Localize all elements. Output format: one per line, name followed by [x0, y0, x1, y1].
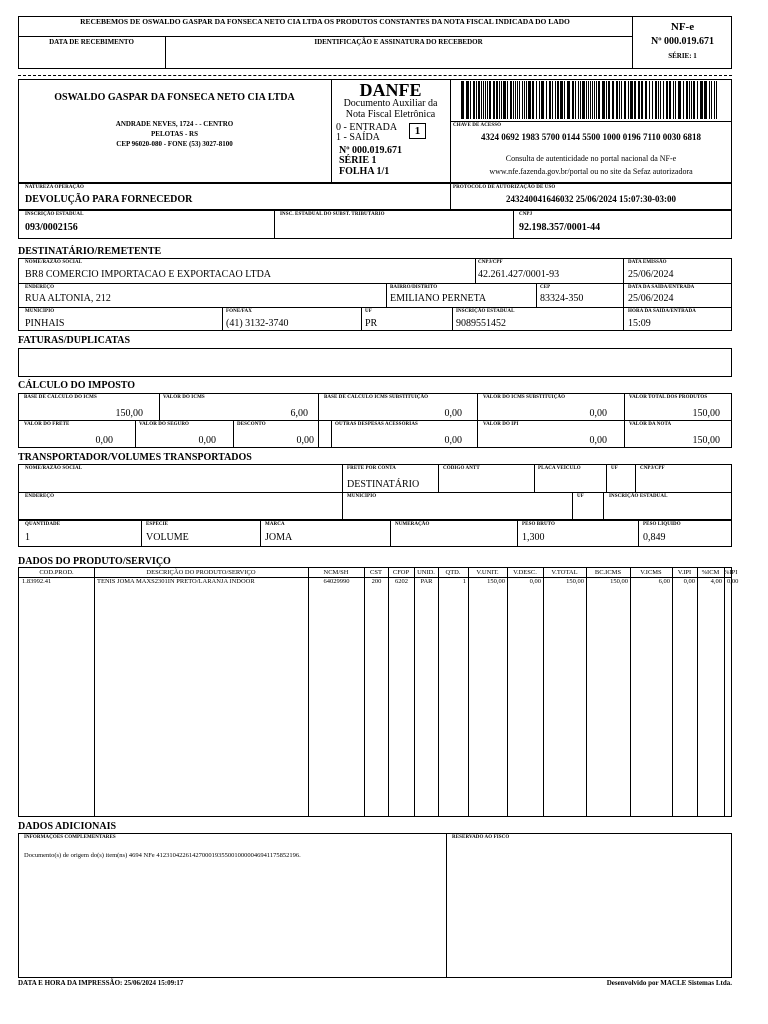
dest-emissao-label: DATA EMISSÃO	[628, 260, 667, 265]
dest-ie-label: INSCRIÇÃO ESTADUAL	[456, 309, 515, 314]
table-cell: 4,00	[710, 578, 722, 585]
barcode-bar	[700, 81, 703, 119]
barcode-bar	[513, 81, 514, 119]
natureza-label: NATUREZA OPERAÇÃO	[25, 185, 84, 190]
adicionais-section-title: DADOS ADICIONAIS	[18, 821, 117, 832]
barcode-bar	[592, 81, 593, 119]
barcode-bar	[546, 81, 547, 119]
transp-cnpj-label: CNPJ/CPF	[640, 466, 665, 471]
barcode-bar	[487, 81, 488, 119]
barcode-bar	[564, 81, 565, 119]
barcode-bar	[575, 81, 576, 119]
canhoto-serie: SÉRIE: 1	[668, 52, 697, 60]
transp-ie-label: INSCRIÇÃO ESTADUAL	[609, 494, 668, 499]
barcode-bar	[716, 81, 717, 119]
barcode-bar	[493, 81, 495, 119]
barcode-bar	[580, 81, 581, 119]
canhoto-numero: Nº 000.019.671	[650, 36, 715, 47]
barcode-bar	[519, 81, 520, 119]
barcode-bar	[686, 81, 688, 119]
dest-bairro-label: BAIRRO/DISTRITO	[390, 285, 438, 290]
impressao-timestamp: DATA E HORA DA IMPRESSÃO: 25/06/2024 15:09:17	[18, 979, 184, 987]
bc-icms: 150,00	[115, 408, 143, 419]
transp-uf-label: UF	[611, 466, 618, 471]
table-cell: 200	[371, 578, 382, 585]
products-column-divider	[468, 568, 469, 816]
table-cell: 150,00	[566, 578, 584, 585]
barcode-bar	[485, 81, 486, 119]
dest-uf-label: UF	[365, 309, 372, 314]
dest-fone: (41) 3132-3740	[226, 318, 289, 329]
barcode-bar	[526, 81, 527, 119]
products-column-divider	[414, 568, 415, 816]
dest-nome-label: NOME/RAZÃO SOCIAL	[25, 260, 83, 265]
emitente-cep-fone: CEP 96020-080 - FONE (53) 3027-8100	[116, 140, 233, 148]
canhoto-nfe-label: NF-e	[670, 21, 695, 33]
qtd: 1	[25, 532, 30, 543]
barcode-bar	[612, 81, 614, 119]
dest-cnpj: 42.261.427/0001-93	[478, 269, 560, 280]
consulta-line-1: Consulta de autenticidade no portal nacional da NF-e	[505, 154, 677, 163]
data-recebimento-label: DATA DE RECEBIMENTO	[49, 38, 134, 46]
qtd-label: QUANTIDADE	[25, 522, 61, 527]
transp-municipio-label: MUNICÍPIO	[347, 494, 377, 499]
barcode-bar	[522, 81, 523, 119]
barcode-bar	[704, 81, 707, 119]
products-header-cell: %ICM	[701, 569, 720, 576]
barcode-bar	[496, 81, 498, 119]
barcode-bar	[628, 81, 629, 119]
barcode-bar	[586, 81, 587, 119]
barcode-bar	[549, 81, 551, 119]
barcode-bar	[616, 81, 618, 119]
chave-value: 4324 0692 1983 5700 0144 5500 1000 0196 7110 0030 6818	[480, 132, 701, 142]
dest-cep-label: CEP	[540, 285, 551, 290]
barcode-bar	[552, 81, 553, 119]
table-cell: 0,00	[727, 578, 739, 585]
products-header-cell: CST	[370, 569, 382, 576]
barcode-bar	[641, 81, 643, 119]
products-column-divider	[94, 568, 95, 816]
cut-line	[18, 75, 732, 76]
barcode-bar	[714, 81, 715, 119]
barcode-bar	[602, 81, 605, 119]
barcode-bar	[663, 81, 664, 119]
bc-st-label: BASE DE CÁLCULO ICMS SUBSTITUIÇÃO	[324, 395, 429, 400]
chave-label: CHAVE DE ACESSO	[453, 123, 502, 128]
products-column-divider	[388, 568, 389, 816]
products-column-divider	[672, 568, 673, 816]
products-column-divider	[507, 568, 508, 816]
barcode-bar	[483, 81, 484, 119]
info-text: Documento(s) de origem do(s) item(ns) 4694 NFe 41231042261427000193550010000046941175852196.	[24, 852, 301, 859]
ie-st-label: INSC. ESTADUAL DO SUBST. TRIBUTÁRIO	[280, 212, 385, 217]
barcode-bar	[596, 81, 597, 119]
v-icms-label: VALOR DO ICMS	[163, 395, 205, 400]
table-cell: 1.83992.41	[22, 578, 52, 585]
barcode-bar	[621, 81, 622, 119]
barcode-bar	[693, 81, 695, 119]
transportador-section-title: TRANSPORTADOR/VOLUMES TRANSPORTADOS	[18, 452, 252, 463]
barcode-bar	[658, 81, 659, 119]
barcode-bar	[697, 81, 698, 119]
emitente-cidade: PELOTAS - RS	[151, 130, 198, 138]
barcode-bar	[515, 81, 516, 119]
products-header-cell: V.ICMS	[640, 569, 662, 576]
barcode	[461, 81, 721, 119]
dest-uf: PR	[365, 318, 378, 329]
desconto: 0,00	[296, 435, 314, 446]
barcode-bar	[606, 81, 607, 119]
products-header-cell: V.IPI	[677, 569, 692, 576]
dest-emissao: 25/06/2024	[628, 269, 674, 280]
barcode-bar	[478, 81, 480, 119]
barcode-bar	[619, 81, 620, 119]
transp-endereco-label: ENDEREÇO	[25, 494, 55, 499]
danfe-subtitle-1: Documento Auxiliar da	[343, 98, 438, 109]
barcode-bar	[624, 81, 626, 119]
barcode-bar	[517, 81, 518, 119]
peso-bruto-label: PESO BRUTO	[522, 522, 555, 527]
products-header-cell: NCM/SH	[323, 569, 349, 576]
barcode-bar	[709, 81, 710, 119]
products-column-divider	[586, 568, 587, 816]
table-cell: 0,00	[683, 578, 695, 585]
peso-liquido-label: PESO LÍQUIDO	[643, 522, 681, 527]
barcode-bar	[503, 81, 506, 119]
dest-municipio-label: MUNICÍPIO	[25, 309, 55, 314]
barcode-bar	[638, 81, 640, 119]
seguro: 0,00	[198, 435, 216, 446]
transp-uf2-label: UF	[577, 494, 584, 499]
barcode-bar	[675, 81, 676, 119]
products-header-cell: QTD.	[445, 569, 461, 576]
products-header-cell: V.DESC.	[513, 569, 537, 576]
dest-hora: 15:09	[628, 318, 651, 329]
especie-label: ESPÉCIE	[146, 522, 169, 527]
barcode-bar	[673, 81, 674, 119]
natureza-value: DEVOLUÇÃO PARA FORNECEDOR	[25, 194, 193, 205]
barcode-bar	[634, 81, 636, 119]
barcode-bar	[489, 81, 491, 119]
marca-label: MARCA	[265, 522, 285, 527]
barcode-bar	[649, 81, 650, 119]
faturas-box	[18, 348, 732, 377]
barcode-bar	[466, 81, 469, 119]
products-header-cell: V.UNIT.	[476, 569, 499, 576]
v-icms: 6,00	[290, 408, 308, 419]
desenvolvido-por: Desenvolvido por MACLE Sistemas Ltda.	[606, 979, 732, 987]
nota-label: VALOR DA NOTA	[629, 422, 672, 427]
destinatario-section-title: DESTINATÁRIO/REMETENTE	[18, 246, 162, 257]
table-cell: PAR	[420, 578, 433, 585]
barcode-bar	[541, 81, 544, 119]
barcode-bar	[560, 81, 563, 119]
products-header-cell: V.TOTAL	[551, 569, 578, 576]
volumes-box	[18, 520, 732, 547]
seguro-label: VALOR DO SEGURO	[139, 422, 190, 427]
cnpj-label: CNPJ	[519, 212, 533, 217]
barcode-bar	[557, 81, 559, 119]
protocolo-value: 243240041646032 25/06/2024 15:07:30-03:00	[506, 194, 676, 204]
products-header-cell: COD.PROD.	[39, 569, 74, 576]
barcode-bar	[645, 81, 647, 119]
transp-frete: DESTINATÁRIO	[347, 479, 420, 490]
emitente-nome: OSWALDO GASPAR DA FONSECA NETO CIA LTDA	[54, 92, 295, 103]
barcode-bar	[678, 81, 681, 119]
dest-municipio: PINHAIS	[25, 318, 65, 329]
numeracao-label: NUMERAÇÃO	[395, 522, 430, 527]
barcode-bar	[590, 81, 591, 119]
products-column-divider	[543, 568, 544, 816]
emitente-endereco: ANDRADE NEVES, 1724 - - CENTRO	[115, 120, 234, 128]
barcode-bar	[536, 81, 537, 119]
canhoto-receipt-text: RECEBEMOS DE OSWALDO GASPAR DA FONSECA NETO CIA LTDA OS PRODUTOS CONSTANTES DA NOTA FISCAL INDICADA DO LADO	[80, 17, 570, 26]
table-cell: TENIS JOMA MAXS2301IN PRETO/LARANJA INDOOR	[97, 578, 255, 585]
barcode-bar	[481, 81, 482, 119]
barcode-bar	[630, 81, 633, 119]
barcode-bar	[470, 81, 471, 119]
faturas-section-title: FATURAS/DUPLICATAS	[18, 335, 131, 346]
imposto-section-title: CÁLCULO DO IMPOSTO	[18, 380, 136, 391]
barcode-bar	[711, 81, 712, 119]
ie-label: INSCRIÇÃO ESTADUAL	[25, 212, 84, 217]
table-cell: 1	[462, 578, 466, 585]
dest-bairro: EMILIANO PERNETA	[390, 293, 487, 304]
barcode-bar	[473, 81, 475, 119]
barcode-bar	[691, 81, 692, 119]
v-prod: 150,00	[692, 408, 720, 419]
transp-antt-label: CÓDIGO ANTT	[443, 466, 480, 471]
danfe-folha: FOLHA 1/1	[339, 166, 390, 177]
outras: 0,00	[444, 435, 462, 446]
products-table	[18, 567, 739, 817]
marca: JOMA	[265, 532, 293, 543]
barcode-bar	[555, 81, 556, 119]
barcode-bar	[578, 81, 579, 119]
dest-saida: 25/06/2024	[628, 293, 674, 304]
products-column-divider	[697, 568, 698, 816]
table-cell: 0,00	[529, 578, 541, 585]
barcode-bar	[539, 81, 540, 119]
v-prod-label: VALOR TOTAL DOS PRODUTOS	[629, 395, 708, 400]
danfe-title: DANFE	[359, 80, 422, 100]
barcode-bar	[567, 81, 570, 119]
barcode-bar	[476, 81, 477, 119]
produtos-section-title: DADOS DO PRODUTO/SERVIÇO	[18, 556, 171, 567]
table-cell: 6,00	[658, 578, 670, 585]
dest-cnpj-label: CNPJ/CPF	[478, 260, 503, 265]
products-header-cell: CFOP	[392, 569, 410, 576]
products-column-divider	[724, 568, 725, 816]
barcode-bar	[532, 81, 534, 119]
peso-bruto: 1,300	[522, 532, 545, 543]
dest-hora-label: HORA DA SAÍDA/ENTRADA	[628, 309, 696, 314]
barcode-bar	[572, 81, 574, 119]
assinatura-label: IDENTIFICAÇÃO E ASSINATURA DO RECEBEDOR	[314, 38, 483, 46]
frete-label: VALOR DO FRETE	[24, 422, 70, 427]
barcode-bar	[594, 81, 595, 119]
barcode-bar	[582, 81, 585, 119]
products-header-cell: UNID.	[417, 569, 435, 576]
consulta-line-2: www.nfe.fazenda.gov.br/portal ou no site da Sefaz autorizadora	[489, 167, 693, 176]
v-st-label: VALOR DO ICMS SUBSTITUIÇÃO	[483, 395, 566, 400]
dest-cep: 83324-350	[540, 293, 584, 304]
barcode-bar	[510, 81, 512, 119]
transp-nome-label: NOME/RAZÃO SOCIAL	[25, 466, 83, 471]
protocolo-label: PROTOCOLO DE AUTORIZAÇÃO DE USO	[453, 185, 556, 190]
nota: 150,00	[692, 435, 720, 446]
transp-frete-label: FRETE POR CONTA	[347, 466, 396, 471]
table-cell: 150,00	[610, 578, 628, 585]
ipi-label: VALOR DO IPI	[483, 422, 519, 427]
danfe-tipo: 1	[414, 125, 421, 137]
products-column-divider	[630, 568, 631, 816]
products-header-cell: BC.ICMS	[594, 569, 622, 576]
barcode-bar	[598, 81, 600, 119]
barcode-bar	[683, 81, 684, 119]
barcode-bar	[689, 81, 690, 119]
frete: 0,00	[95, 435, 113, 446]
bc-st: 0,00	[444, 408, 462, 419]
table-cell: 150,00	[487, 578, 505, 585]
products-header-cell: DESCRIÇÃO DO PRODUTO/SERVIÇO	[146, 569, 256, 576]
desconto-label: DESCONTO	[237, 422, 266, 427]
barcode-bar	[660, 81, 661, 119]
barcode-bar	[528, 81, 531, 119]
fisco-label: RESERVADO AO FISCO	[452, 835, 510, 840]
barcode-bar	[524, 81, 525, 119]
barcode-bar	[669, 81, 671, 119]
v-st: 0,00	[589, 408, 607, 419]
products-header-cell: %IPI	[724, 569, 738, 576]
barcode-bar	[501, 81, 502, 119]
barcode-bar	[461, 81, 464, 119]
transp-placa-label: PLACA VEÍCULO	[538, 466, 581, 471]
dest-fone-label: FONE/FAX	[226, 309, 252, 314]
peso-liquido: 0,849	[643, 532, 666, 543]
products-column-divider	[364, 568, 365, 816]
dest-ie: 9089551452	[456, 318, 506, 329]
outras-label: OUTRAS DESPESAS ACESSÓRIAS	[335, 422, 418, 427]
bc-icms-label: BASE DE CÁLCULO DO ICMS	[24, 395, 97, 400]
ie-value: 093/0002156	[25, 222, 78, 233]
barcode-bar	[588, 81, 589, 119]
danfe-saida: 1 - SAÍDA	[336, 132, 380, 143]
products-column-divider	[438, 568, 439, 816]
barcode-bar	[507, 81, 508, 119]
cnpj-value: 92.198.357/0001-44	[519, 222, 601, 233]
barcode-bar	[666, 81, 668, 119]
danfe-serie: SÉRIE 1	[339, 155, 377, 166]
barcode-bar	[655, 81, 657, 119]
table-cell: 6202	[395, 578, 408, 585]
table-cell: 64029990	[323, 578, 350, 585]
barcode-bar	[608, 81, 610, 119]
especie: VOLUME	[146, 532, 189, 543]
danfe-subtitle-2: Nota Fiscal Eletrônica	[345, 109, 436, 120]
barcode-bar	[499, 81, 500, 119]
barcode-bar	[652, 81, 653, 119]
dest-nome: BR8 COMERCIO IMPORTACAO E EXPORTACAO LTDA	[25, 269, 272, 280]
dest-endereco-label: ENDEREÇO	[25, 285, 55, 290]
info-label: INFORMAÇÕES COMPLEMENTARES	[24, 835, 116, 840]
danfe-entrada: 0 - ENTRADA	[336, 122, 398, 133]
dest-saida-label: DATA DA SAÍDA/ENTRADA	[628, 285, 695, 290]
products-column-divider	[308, 568, 309, 816]
ipi: 0,00	[589, 435, 607, 446]
dest-endereco: RUA ALTONIA, 212	[25, 293, 111, 304]
danfe-numero: Nº 000.019.671	[339, 145, 403, 156]
